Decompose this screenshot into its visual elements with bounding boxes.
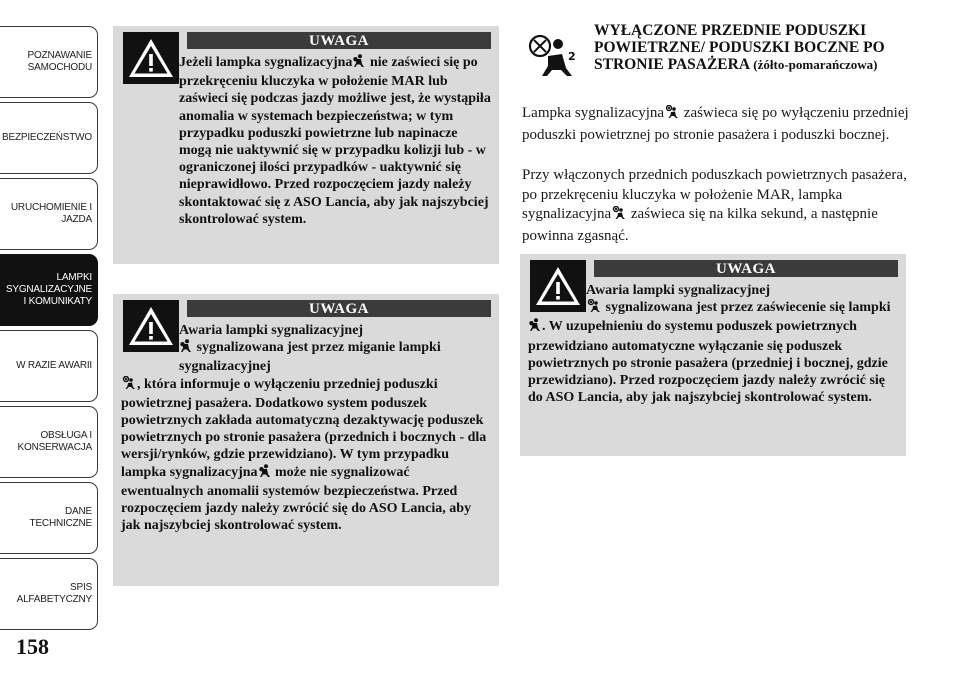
tab-dane-techniczne[interactable]: DANE TECHNICZNE xyxy=(0,482,98,554)
tab-uruchomienie-i-jazda[interactable]: URUCHOMIENIE I JAZDA xyxy=(0,178,98,250)
tab-poznawanie-samochodu[interactable]: POZNAWANIE SAMOCHODU xyxy=(0,26,98,98)
warning-box-2 xyxy=(113,294,499,586)
warning-triangle-icon xyxy=(530,260,586,312)
tab-lampki-sygnalizacyjne[interactable]: LAMPKI SYGNALIZACYJNE I KOMUNIKATY xyxy=(0,254,98,326)
tab-w-razie-awarii[interactable]: W RAZIE AWARII xyxy=(0,330,98,402)
warning-triangle-icon xyxy=(123,300,179,352)
warning-text: Awaria lampki sygnalizacyjnej sygnalizowana jest przez zaświecenie się lampki . W uzupełnieniu do systemu poduszek powietrznych przewidziano automatyczne wyłączanie się poduszek powietrznych po stronie pasażera (przedniej i bocznej, gdzie przewidziano). Przed rozpoczęciem jazdy należy zwrócić się do ASO Lancia, aby jak najszybciej skontrolować system. xyxy=(528,283,891,406)
paragraph-2: Przy włączonych przednich poduszkach powietrznych pasażera, po przekręceniu kluczyka w położenie MAR, lampka sygnalizacyjna zaświeca się na kilka sekund, a następnie powinna zgasnąć. xyxy=(522,167,907,244)
page-number: 158 xyxy=(16,634,49,659)
airbag-off-icon xyxy=(665,105,679,126)
tab-obsluga-i-konserwacja[interactable]: OBSŁUGA I KONSERWACJA xyxy=(0,406,98,478)
airbag-off-icon xyxy=(612,206,626,227)
warning-text: Jeżeli lampka sygnalizacyjna nie zaświeci się po przekręceniu kluczyka w położenie MAR lub zaświeci się podczas jazdy możliwe jest, że wystąpiła anomalia w systemach bezpieczeństwa; w tym przypadku poduszki powietrzne lub napinacze mogą nie uaktywnić się w przypadku kolizji lub - w ograniczonej ilości przypadków - uaktywnić się nieprawidłowo. Przed rozpoczęciem jazdy należy skontaktować się z ASO Lancia, aby jak najszybciej skontrolować system. xyxy=(179,55,491,227)
warning-title: UWAGA xyxy=(187,300,491,317)
section-title: WYŁĄCZONE PRZEDNIE PODUSZKI POWIETRZNE/ PODUSZKI BOCZNE PO STRONIE PASAŻERA (żółto-pomarańczowa) xyxy=(594,22,885,73)
warning-box-1 xyxy=(113,26,499,264)
warning-title: UWAGA xyxy=(187,32,491,49)
warning-box-3 xyxy=(520,254,906,456)
airbag-warning-icon xyxy=(259,464,271,483)
paragraph-1: Lampka sygnalizacyjna zaświeca się po wyłączeniu przedniej poduszki powietrznej po stronie pasażera i poduszki bocznej. xyxy=(522,105,909,143)
svg-text:2: 2 xyxy=(568,50,576,63)
warning-text: Awaria lampki sygnalizacyjnej sygnalizowana jest przez miganie lampki sygnalizacyjnej , która informuje o wyłączeniu przedniej poduszki powietrznej pasażera. Dodatkowo system poduszek powietrznych zakłada automatyczną dezaktywację poduszek powietrznych po stronie pasażera (przednich i bocznych - dla wersji/rynków, gdzie przewidziano). W tym przypadku lampka sygnalizacyjna może nie sygnalizować ewentualnych anomalii systemów bezpieczeństwa. Przed rozpoczęciem jazdy należy zwrócić się do ASO Lancia, aby jak najszybciej skontrolować system. xyxy=(121,323,487,534)
warning-triangle-icon xyxy=(123,32,179,84)
airbag-off-icon xyxy=(122,376,136,395)
airbag-warning-icon xyxy=(529,318,541,337)
warning-title: UWAGA xyxy=(594,260,898,277)
tab-bezpieczenstwo[interactable]: BEZPIECZEŃSTWO xyxy=(0,102,98,174)
tab-spis-alfabetyczny[interactable]: SPIS ALFABETYCZNY xyxy=(0,558,98,630)
airbag-off-icon xyxy=(524,30,582,82)
